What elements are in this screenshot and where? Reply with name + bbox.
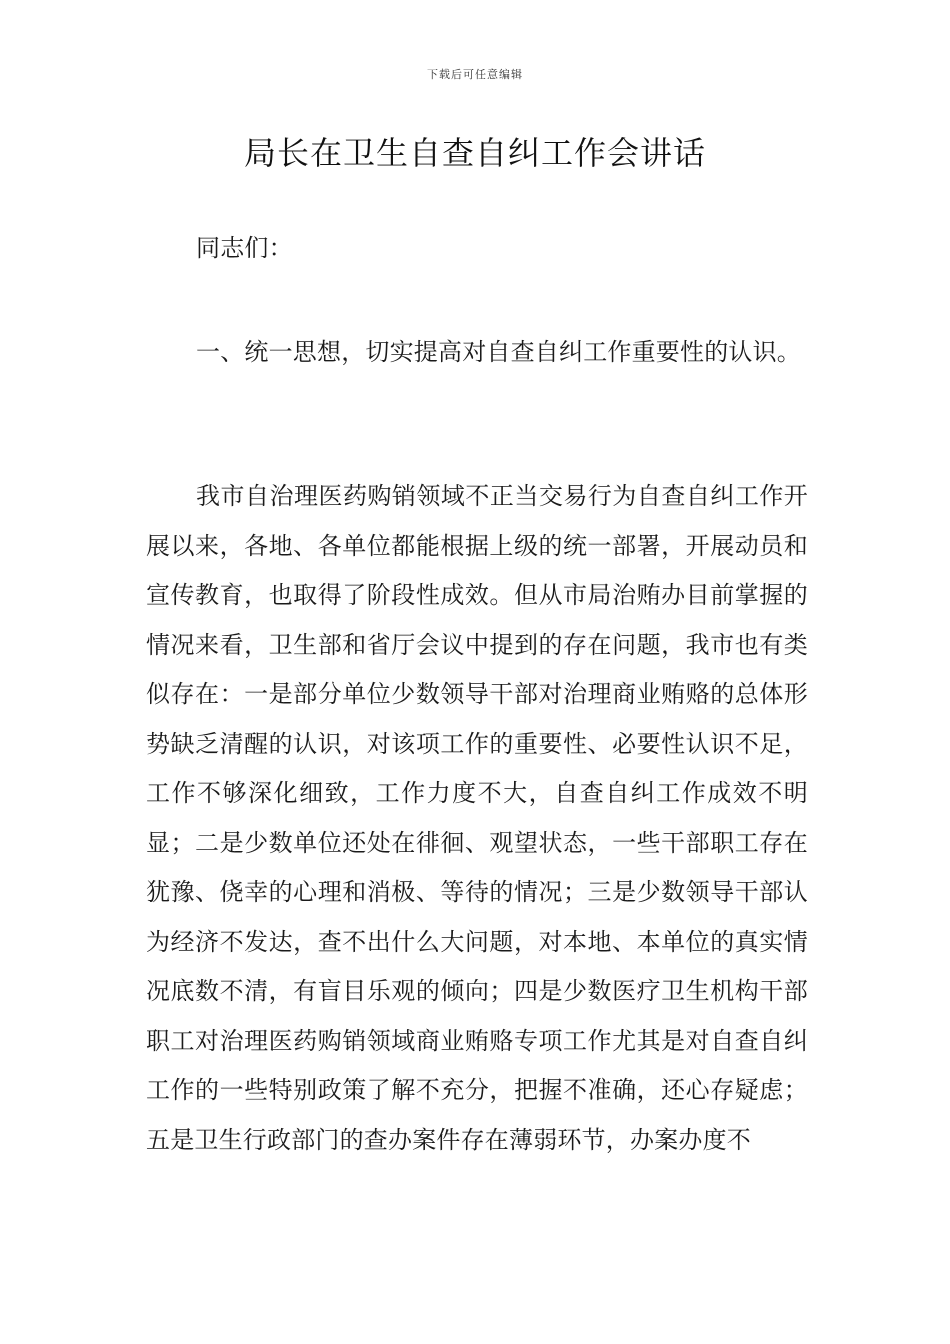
document-title: 局长在卫生自查自纠工作会讲话 <box>243 134 706 172</box>
greeting: 同志们： <box>196 234 293 262</box>
section-heading: 一、统一思想，切实提高对自查自纠工作重要性的认识。 <box>196 338 801 366</box>
header-note: 下载后可任意编辑 <box>427 68 523 81</box>
body-paragraph: 我市自治理医药购销领域不正当交易行为自查自纠工作开展以来，各地、各单位都能根据上级的统一部署，开展动员和宣传教育，也取得了阶段性成效。但从市局治贿办目前掌握的情况来看，卫生部和省厅会议中提到的存在问题，我市也有类似存在：一是部分单位少数领导干部对治理商业贿赂的总体形势缺乏清醒的认识，对该项工作的重要性、必要性认识不足，工作不够深化细致，工作力度不大，自查自纠工作成效不明显；二是少数单位还处在徘徊、观望状态，一些干部职工存在犹豫、侥幸的心理和消极、等待的情况；三是少数领导干部认为经济不发达，查不出什么大问题，对本地、本单位的真实情况底数不清，有盲目乐观的倾向；四是少数医疗卫生机构干部职工对治理医药购销领域商业贿赂专项工作尤其是对自查自纠工作的一些特别政策了解不充分，把握不准确，还心存疑虑；五是卫生行政部门的查办案件存在薄弱环节，办案办度不 <box>146 482 808 1154</box>
